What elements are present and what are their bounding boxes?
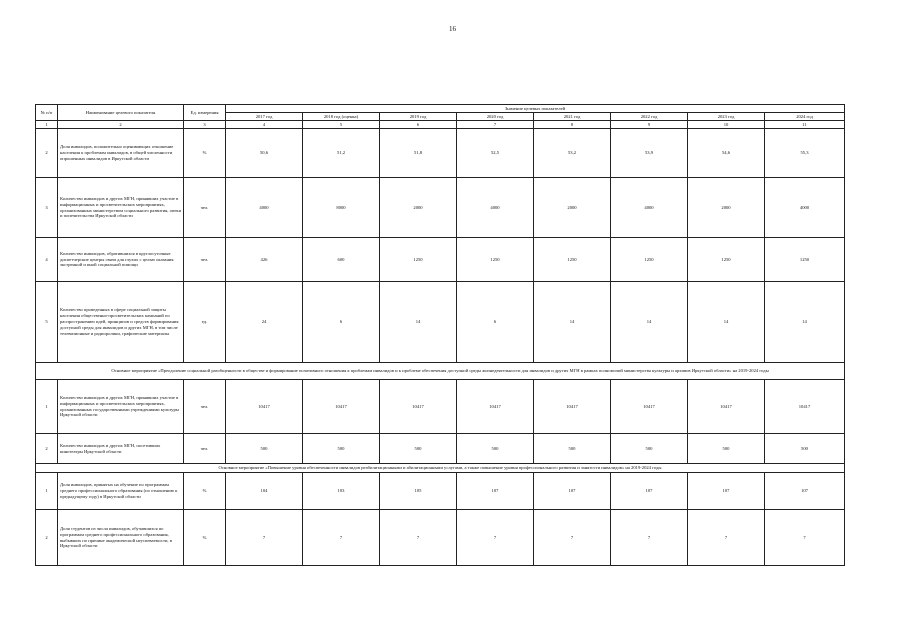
value-cell: 103: [303, 473, 380, 510]
value-cell: 53,2: [534, 129, 611, 178]
section-title: Основное мероприятие «Преодоление социальной разобщенности в обществе и формирование позитивного отношения к проблемам инвалидов и к проблеме обеспечения доступной среды жизнедеятельности для инвалидов и других МГН в рамках полномочий министерства культуры и архивов Иркутской области» на 2019-2024 годы: [36, 363, 845, 380]
value-cell: 24: [226, 282, 303, 363]
indicator-name: Количество инвалидов и других МГН, принявших участие в информационных и просветительских мероприятиях, организованных министерством социального развития, опеки и попечительства Иркутской области: [58, 178, 184, 238]
unit-cell: чел.: [184, 380, 226, 434]
value-cell: 55,3: [765, 129, 845, 178]
value-cell: 2000: [380, 178, 457, 238]
header-values-group: Значение целевых показателей: [226, 105, 845, 113]
header-row-col-numbers: [36, 121, 845, 129]
indicator-name: Количество проведенных в сфере социальной защиты населения общественно-просветительских кампаний по распространению идей, принципов и средств формирования доступной среды для инвалидов и других МГН, в том числе телевизионные и радиоролики, графические материалы: [58, 282, 184, 363]
value-cell: 7: [765, 510, 845, 566]
value-cell: 7: [611, 510, 688, 566]
section-row: [36, 464, 845, 473]
header-name: Наименование целевого показателя: [58, 105, 184, 121]
table-row: [36, 510, 845, 566]
value-cell: 51,2: [303, 129, 380, 178]
value-cell: 500: [457, 434, 534, 464]
value-cell: 107: [688, 473, 765, 510]
unit-cell: ед.: [184, 282, 226, 363]
value-cell: 14: [534, 282, 611, 363]
value-cell: 10417: [611, 380, 688, 434]
row-number: 3: [36, 178, 58, 238]
value-cell: 14: [765, 282, 845, 363]
value-cell: 7: [688, 510, 765, 566]
value-cell: 500: [688, 434, 765, 464]
unit-cell: %: [184, 473, 226, 510]
indicator-name: Количество инвалидов и других МГН, принявших участие в информационных и просветительских мероприятиях, организованных государственными учреждениями культуры Иркутской области: [58, 380, 184, 434]
value-cell: 4000: [457, 178, 534, 238]
value-cell: 2000: [688, 178, 765, 238]
value-cell: 6: [303, 282, 380, 363]
table-row: [36, 473, 845, 510]
value-cell: 1250: [765, 238, 845, 282]
table-row: [36, 434, 845, 464]
col-number: 6: [380, 121, 457, 129]
row-number: 1: [36, 473, 58, 510]
value-cell: 4000: [226, 178, 303, 238]
header-year: 2024 год: [765, 113, 845, 121]
header-year: 2018 год (оценка): [303, 113, 380, 121]
value-cell: 4000: [611, 178, 688, 238]
col-number: 4: [226, 121, 303, 129]
value-cell: 7: [226, 510, 303, 566]
header-unit: Ед. измерения: [184, 105, 226, 121]
value-cell: 105: [380, 473, 457, 510]
value-cell: 6: [457, 282, 534, 363]
value-cell: 7: [380, 510, 457, 566]
indicator-name: Количество инвалидов, обратившихся в круглосуточные диспетчерские центры связи для глухих с целью оказания экстренной и иной социальной помощи: [58, 238, 184, 282]
row-number: 2: [36, 129, 58, 178]
header-year: 2020 год: [457, 113, 534, 121]
value-cell: 500: [226, 434, 303, 464]
value-cell: 426: [226, 238, 303, 282]
value-cell: 10417: [380, 380, 457, 434]
col-number: 7: [457, 121, 534, 129]
unit-cell: чел.: [184, 238, 226, 282]
value-cell: 1250: [534, 238, 611, 282]
value-cell: 54,6: [688, 129, 765, 178]
indicator-name: Количество инвалидов и других МГН, посетивших кинотеатры Иркутской области: [58, 434, 184, 464]
value-cell: 1250: [457, 238, 534, 282]
header-year: 2019 год: [380, 113, 457, 121]
value-cell: 107: [765, 473, 845, 510]
value-cell: 1250: [688, 238, 765, 282]
value-cell: 107: [534, 473, 611, 510]
value-cell: 7: [457, 510, 534, 566]
value-cell: 53,9: [611, 129, 688, 178]
header-num: № п/п: [36, 105, 58, 121]
value-cell: 4000: [765, 178, 845, 238]
header-row-1: [36, 105, 845, 113]
value-cell: 10417: [226, 380, 303, 434]
row-number: 2: [36, 510, 58, 566]
table-row: [36, 380, 845, 434]
row-number: 4: [36, 238, 58, 282]
col-number: 10: [688, 121, 765, 129]
header-year: 2023 год: [688, 113, 765, 121]
value-cell: 10417: [765, 380, 845, 434]
col-number: 5: [303, 121, 380, 129]
col-number: 8: [534, 121, 611, 129]
row-number: 5: [36, 282, 58, 363]
row-number: 1: [36, 380, 58, 434]
value-cell: 7: [303, 510, 380, 566]
col-number: 3: [184, 121, 226, 129]
table-row: [36, 238, 845, 282]
table-row: [36, 178, 845, 238]
value-cell: 107: [457, 473, 534, 510]
unit-cell: чел.: [184, 178, 226, 238]
value-cell: 1250: [380, 238, 457, 282]
value-cell: 51,8: [380, 129, 457, 178]
value-cell: 10417: [303, 380, 380, 434]
value-cell: 10417: [534, 380, 611, 434]
header-year: 2017 год: [226, 113, 303, 121]
table-row: [36, 129, 845, 178]
page-number: 16: [449, 25, 456, 33]
unit-cell: %: [184, 510, 226, 566]
value-cell: 104: [226, 473, 303, 510]
value-cell: 7: [534, 510, 611, 566]
value-cell: 2000: [534, 178, 611, 238]
row-number: 2: [36, 434, 58, 464]
value-cell: 500: [534, 434, 611, 464]
col-number: 2: [58, 121, 184, 129]
indicators-table: [35, 104, 845, 566]
value-cell: 500: [380, 434, 457, 464]
value-cell: 14: [611, 282, 688, 363]
table-row: [36, 282, 845, 363]
value-cell: 52,5: [457, 129, 534, 178]
header-year: 2021 год: [534, 113, 611, 121]
value-cell: 14: [688, 282, 765, 363]
value-cell: 10417: [457, 380, 534, 434]
value-cell: 50,6: [226, 129, 303, 178]
col-number: 9: [611, 121, 688, 129]
value-cell: 500: [765, 434, 845, 464]
value-cell: 1250: [611, 238, 688, 282]
indicator-name: Доля инвалидов, положительно оценивающих отношение населения к проблемам инвалидов, в общей численности опрошенных инвалидов в Иркутской области: [58, 129, 184, 178]
value-cell: 8000: [303, 178, 380, 238]
value-cell: 107: [611, 473, 688, 510]
indicator-name: Доля студентов из числа инвалидов, обучавшихся по программам среднего профессионального образования, выбывших по причине академической неуспеваемости, в Иркутской области: [58, 510, 184, 566]
value-cell: 500: [303, 434, 380, 464]
section-title: Основное мероприятие «Повышение уровня обеспеченности инвалидов реабилитационными и абилитационными услугами, а также повышение уровня профессионального развития и занятости инвалидов» на 2019-2024 годы: [36, 464, 845, 473]
unit-cell: %: [184, 129, 226, 178]
col-number: 1: [36, 121, 58, 129]
value-cell: 14: [380, 282, 457, 363]
value-cell: 500: [611, 434, 688, 464]
unit-cell: чел.: [184, 434, 226, 464]
header-year: 2022 год: [611, 113, 688, 121]
col-number: 11: [765, 121, 845, 129]
indicator-name: Доля инвалидов, принятых на обучение по программам среднего профессионального образования (по отношению к предыдущему году) в Иркутской области: [58, 473, 184, 510]
value-cell: 10417: [688, 380, 765, 434]
value-cell: 600: [303, 238, 380, 282]
section-row: [36, 363, 845, 380]
